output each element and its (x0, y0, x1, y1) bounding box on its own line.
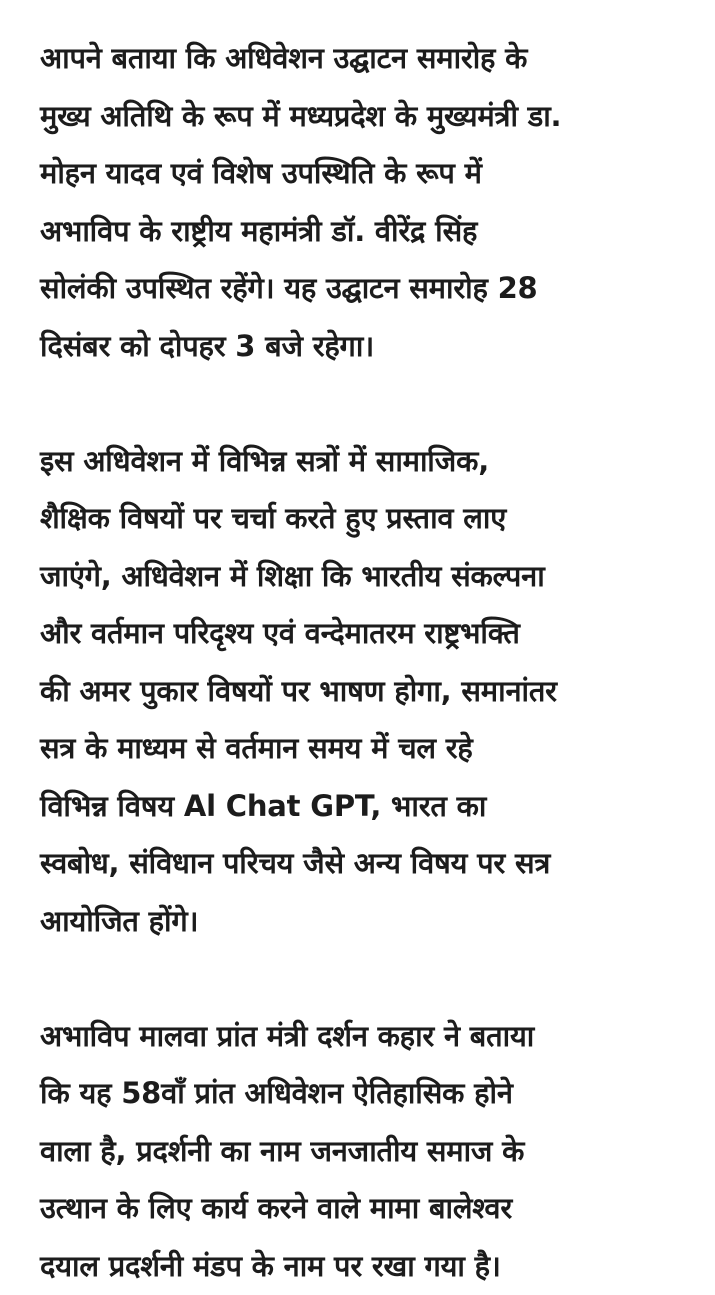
paragraph-1 (40, 30, 695, 375)
text-line: सत्र के माध्यम से वर्तमान समय में चल रहे (40, 720, 695, 778)
text-line: आपने बताया कि अधिवेशन उद्घाटन समारोह के (40, 30, 695, 88)
text-line: स्वबोध, संविधान परिचय जैसे अन्य विषय पर सत्र (40, 835, 695, 893)
text-line: मुख्य अतिथि के रूप में मध्यप्रदेश के मुख्यमंत्री डा. (40, 88, 695, 146)
text-line: मोहन यादव एवं विशेष उपस्थिति के रूप में (40, 145, 695, 203)
paragraph-3 (40, 1008, 695, 1295)
text-line: कि यह 58वाँ प्रांत अधिवेशन ऐतिहासिक होने (40, 1065, 695, 1123)
paragraph-spacer (40, 950, 695, 1008)
text-line: दयाल प्रदर्शनी मंडप के नाम पर रखा गया है। (40, 1238, 695, 1295)
text-line: की अमर पुकार विषयों पर भाषण होगा, समानांतर (40, 663, 695, 721)
text-line: और वर्तमान परिदृश्य एवं वन्देमातरम राष्ट्रभक्ति (40, 605, 695, 663)
text-line: आयोजित होंगे। (40, 893, 695, 951)
article-body (40, 30, 695, 1295)
text-line: वाला है, प्रदर्शनी का नाम जनजातीय समाज के (40, 1123, 695, 1181)
text-line: अभाविप के राष्ट्रीय महामंत्री डॉ. वीरेंद्र सिंह (40, 203, 695, 261)
text-line: अभाविप मालवा प्रांत मंत्री दर्शन कहार ने बताया (40, 1008, 695, 1066)
paragraph-spacer (40, 375, 695, 433)
text-line: विभिन्न विषय Al Chat GPT, भारत का (40, 778, 695, 836)
text-line: दिसंबर को दोपहर 3 बजे रहेगा। (40, 318, 695, 376)
text-line: सोलंकी उपस्थित रहेंगे। यह उद्घाटन समारोह 28 (40, 260, 695, 318)
text-line: जाएंगे, अधिवेशन में शिक्षा कि भारतीय संकल्पना (40, 548, 695, 606)
text-line: उत्थान के लिए कार्य करने वाले मामा बालेश्वर (40, 1180, 695, 1238)
text-line: इस अधिवेशन में विभिन्न सत्रों में सामाजिक, (40, 433, 695, 491)
text-line: शैक्षिक विषयों पर चर्चा करते हुए प्रस्ताव लाए (40, 490, 695, 548)
paragraph-2 (40, 433, 695, 951)
